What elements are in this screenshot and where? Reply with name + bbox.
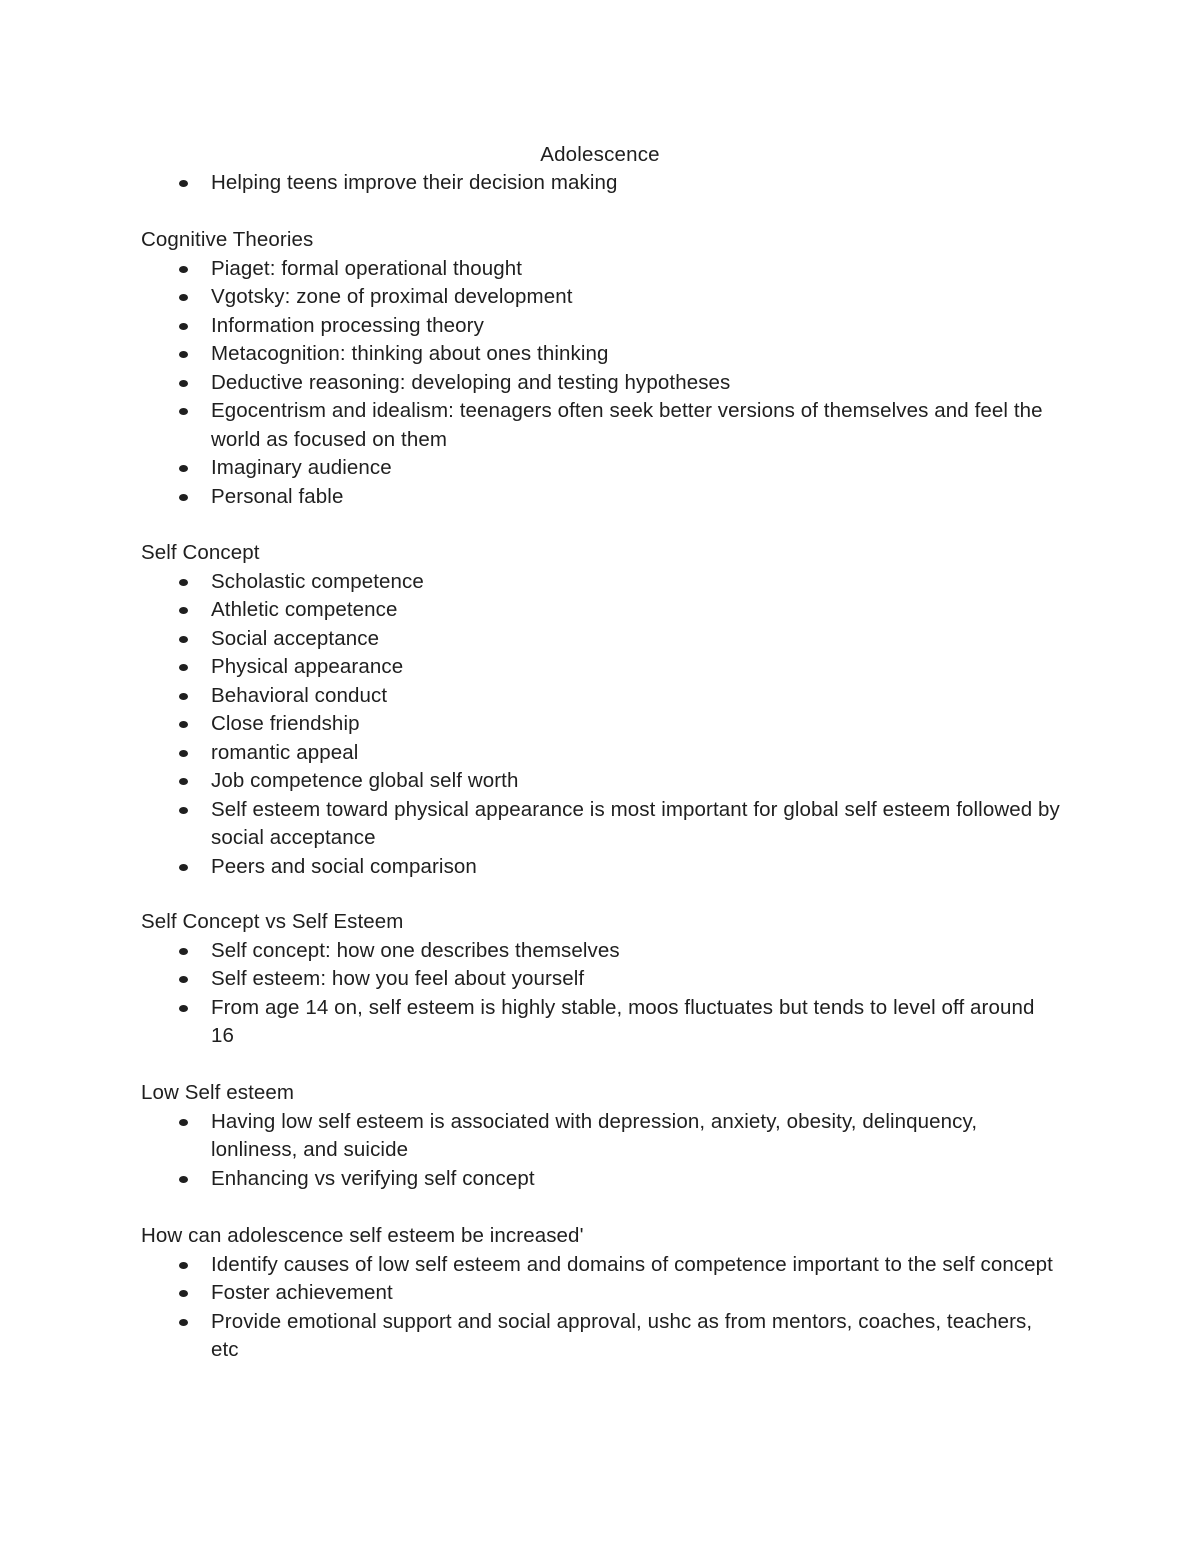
- bullet-icon: [179, 1005, 188, 1012]
- list-item: Personal fable: [141, 483, 1061, 512]
- list-item: Having low self esteem is associated with depression, anxiety, obesity, delinquency, lonliness, and suicide: [141, 1108, 1061, 1165]
- document-title: Adolescence: [540, 143, 660, 166]
- bullet-icon: [179, 976, 188, 983]
- bullet-icon: [179, 778, 188, 785]
- bullet-icon: [179, 1290, 188, 1297]
- list-item: Piaget: formal operational thought: [141, 255, 1061, 284]
- list-item: Self concept: how one describes themselves: [141, 937, 1061, 966]
- intro-section: [141, 169, 1061, 198]
- bullet-icon: [179, 323, 188, 330]
- bullet-icon: [179, 351, 188, 358]
- list-item: Athletic competence: [141, 596, 1061, 625]
- bullet-icon: [179, 664, 188, 671]
- list-item: Deductive reasoning: developing and testing hypotheses: [141, 369, 1061, 398]
- list-item: Self esteem: how you feel about yourself: [141, 965, 1061, 994]
- list-item: Job competence global self worth: [141, 767, 1061, 796]
- section-low-self-esteem: [141, 1079, 1061, 1193]
- bullet-icon: [179, 465, 188, 472]
- list-item: Egocentrism and idealism: teenagers often seek better versions of themselves and feel the world as focused on them: [141, 397, 1061, 454]
- list-item: romantic appeal: [141, 739, 1061, 768]
- list-item: Information processing theory: [141, 312, 1061, 341]
- section-increase-self-esteem: [141, 1222, 1061, 1365]
- section-list: [141, 937, 1061, 1051]
- list-item: Helping teens improve their decision making: [141, 169, 1061, 198]
- list-item: Provide emotional support and social approval, ushc as from mentors, coaches, teachers, etc: [141, 1308, 1061, 1365]
- section-list: [141, 1108, 1061, 1194]
- bullet-icon: [179, 294, 188, 301]
- bullet-icon: [179, 607, 188, 614]
- section-self-concept: [141, 539, 1061, 881]
- list-item: Enhancing vs verifying self concept: [141, 1165, 1061, 1194]
- section-list: [141, 1251, 1061, 1365]
- bullet-icon: [179, 1262, 188, 1269]
- bullet-icon: [179, 579, 188, 586]
- bullet-icon: [179, 1319, 188, 1326]
- section-heading: Self Concept vs Self Esteem: [141, 910, 404, 933]
- list-item: Close friendship: [141, 710, 1061, 739]
- bullet-icon: [179, 948, 188, 955]
- bullet-icon: [179, 1119, 188, 1126]
- bullet-icon: [179, 807, 188, 814]
- bullet-icon: [179, 494, 188, 501]
- list-item: Peers and social comparison: [141, 853, 1061, 882]
- list-item: Foster achievement: [141, 1279, 1061, 1308]
- section-heading: Low Self esteem: [141, 1081, 295, 1104]
- bullet-icon: [179, 693, 188, 700]
- list-item: Imaginary audience: [141, 454, 1061, 483]
- section-heading: Cognitive Theories: [141, 228, 314, 251]
- section-self-concept-vs-self-esteem: [141, 908, 1061, 1051]
- bullet-icon: [179, 721, 188, 728]
- bullet-icon: [179, 750, 188, 757]
- section-heading: How can adolescence self esteem be increased': [141, 1224, 584, 1247]
- list-item: Social acceptance: [141, 625, 1061, 654]
- bullet-icon: [179, 266, 188, 273]
- bullet-icon: [179, 864, 188, 871]
- section-heading: Self Concept: [141, 541, 260, 564]
- bullet-icon: [179, 1176, 188, 1183]
- intro-list: [141, 169, 1061, 198]
- bullet-icon: [179, 380, 188, 387]
- section-cognitive-theories: [141, 226, 1061, 511]
- list-item: Physical appearance: [141, 653, 1061, 682]
- section-list: [141, 568, 1061, 882]
- bullet-icon: [179, 180, 188, 187]
- list-item: Self esteem toward physical appearance is most important for global self esteem followed by social acceptance: [141, 796, 1061, 853]
- list-item: Identify causes of low self esteem and domains of competence important to the self concept: [141, 1251, 1061, 1280]
- list-item: Behavioral conduct: [141, 682, 1061, 711]
- list-item: From age 14 on, self esteem is highly stable, moos fluctuates but tends to level off around 16: [141, 994, 1061, 1051]
- list-item: Scholastic competence: [141, 568, 1061, 597]
- list-item: Vgotsky: zone of proximal development: [141, 283, 1061, 312]
- bullet-icon: [179, 408, 188, 415]
- section-list: [141, 255, 1061, 512]
- bullet-icon: [179, 636, 188, 643]
- list-item: Metacognition: thinking about ones thinking: [141, 340, 1061, 369]
